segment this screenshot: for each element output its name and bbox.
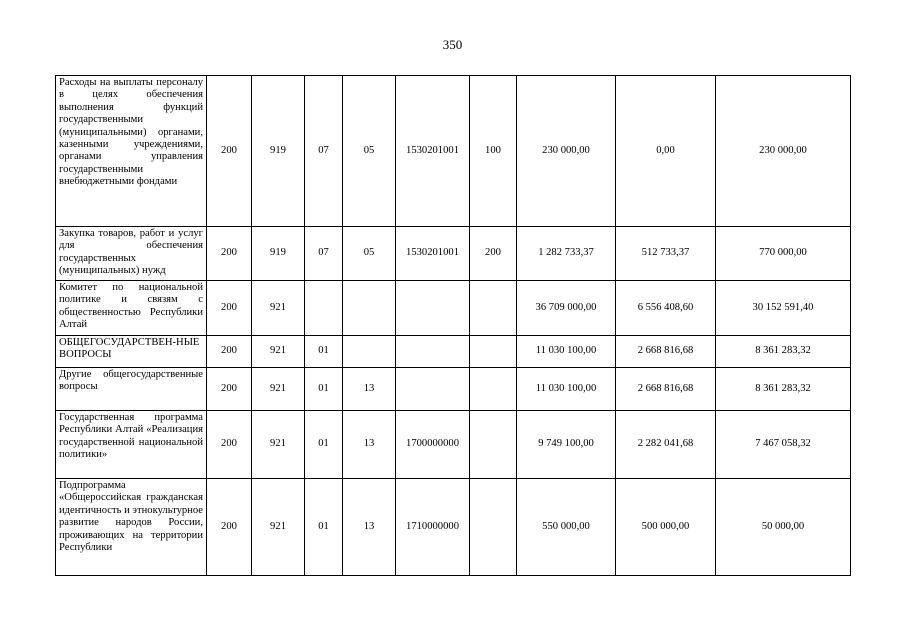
cell-target xyxy=(396,336,470,368)
cell-col2: 2 668 816,68 xyxy=(616,368,716,411)
cell-type xyxy=(470,336,517,368)
cell-target: 1710000000 xyxy=(396,479,470,576)
cell-col3: 230 000,00 xyxy=(716,76,851,227)
cell-ministry: 919 xyxy=(252,76,305,227)
cell-type: 200 xyxy=(470,227,517,281)
cell-type xyxy=(470,411,517,479)
cell-col3: 7 467 058,32 xyxy=(716,411,851,479)
cell-col2: 512 733,37 xyxy=(616,227,716,281)
cell-subsection: 05 xyxy=(343,227,396,281)
cell-col3: 770 000,00 xyxy=(716,227,851,281)
cell-total: 36 709 000,00 xyxy=(517,281,616,336)
cell-type xyxy=(470,368,517,411)
page-number: 350 xyxy=(442,37,463,52)
cell-target: 1700000000 xyxy=(396,411,470,479)
cell-section: 01 xyxy=(305,368,343,411)
cell-ministry: 921 xyxy=(252,368,305,411)
row-name: ОБЩЕГОСУДАРСТВЕН-НЫЕ ВОПРОСЫ xyxy=(56,336,207,368)
row-name: Государственная программа Республики Алтай «Реализация государственной национальной политики» xyxy=(56,411,207,479)
cell-section: 07 xyxy=(305,76,343,227)
cell-code: 200 xyxy=(207,411,252,479)
cell-subsection xyxy=(343,281,396,336)
cell-ministry: 921 xyxy=(252,336,305,368)
cell-target xyxy=(396,368,470,411)
cell-section: 01 xyxy=(305,411,343,479)
cell-target: 1530201001 xyxy=(396,227,470,281)
cell-subsection: 13 xyxy=(343,479,396,576)
cell-total: 230 000,00 xyxy=(517,76,616,227)
cell-section: 01 xyxy=(305,336,343,368)
cell-ministry: 919 xyxy=(252,227,305,281)
cell-total: 1 282 733,37 xyxy=(517,227,616,281)
cell-col3: 8 361 283,32 xyxy=(716,336,851,368)
cell-type xyxy=(470,281,517,336)
cell-col3: 8 361 283,32 xyxy=(716,368,851,411)
table-row xyxy=(56,336,851,368)
cell-total: 11 030 100,00 xyxy=(517,368,616,411)
cell-code: 200 xyxy=(207,479,252,576)
cell-total: 550 000,00 xyxy=(517,479,616,576)
cell-section: 01 xyxy=(305,479,343,576)
table-row xyxy=(56,281,851,336)
cell-type xyxy=(470,479,517,576)
cell-subsection: 13 xyxy=(343,368,396,411)
cell-code: 200 xyxy=(207,281,252,336)
cell-col3: 50 000,00 xyxy=(716,479,851,576)
row-name: Подпрограмма «Общероссийская гражданская идентичность и этнокультурное развитие народов России, проживающих на территории Республики xyxy=(56,479,207,576)
cell-subsection: 05 xyxy=(343,76,396,227)
cell-subsection xyxy=(343,336,396,368)
cell-ministry: 921 xyxy=(252,411,305,479)
cell-code: 200 xyxy=(207,227,252,281)
cell-col2: 0,00 xyxy=(616,76,716,227)
row-name: Расходы на выплаты персоналу в целях обеспечения выполнения функций государственными (муниципальными) органами, казенными учреждениями, органами управления государственными внебюджетными фондами xyxy=(56,76,207,227)
cell-code: 200 xyxy=(207,336,252,368)
cell-col2: 2 282 041,68 xyxy=(616,411,716,479)
cell-col2: 6 556 408,60 xyxy=(616,281,716,336)
budget-table xyxy=(55,75,851,576)
cell-col2: 500 000,00 xyxy=(616,479,716,576)
cell-target xyxy=(396,281,470,336)
row-name: Комитет по национальной политике и связям с общественностью Республики Алтай xyxy=(56,281,207,336)
table-row xyxy=(56,368,851,411)
cell-col2: 2 668 816,68 xyxy=(616,336,716,368)
cell-code: 200 xyxy=(207,368,252,411)
cell-total: 9 749 100,00 xyxy=(517,411,616,479)
row-name: Другие общегосударственные вопросы xyxy=(56,368,207,411)
table-row xyxy=(56,479,851,576)
cell-type: 100 xyxy=(470,76,517,227)
table-row xyxy=(56,227,851,281)
cell-ministry: 921 xyxy=(252,281,305,336)
cell-section: 07 xyxy=(305,227,343,281)
cell-subsection: 13 xyxy=(343,411,396,479)
cell-total: 11 030 100,00 xyxy=(517,336,616,368)
cell-code: 200 xyxy=(207,76,252,227)
row-name: Закупка товаров, работ и услуг для обеспечения государственных (муниципальных) нужд xyxy=(56,227,207,281)
cell-col3: 30 152 591,40 xyxy=(716,281,851,336)
table-row xyxy=(56,76,851,227)
cell-target: 1530201001 xyxy=(396,76,470,227)
cell-ministry: 921 xyxy=(252,479,305,576)
cell-section xyxy=(305,281,343,336)
table-row xyxy=(56,411,851,479)
